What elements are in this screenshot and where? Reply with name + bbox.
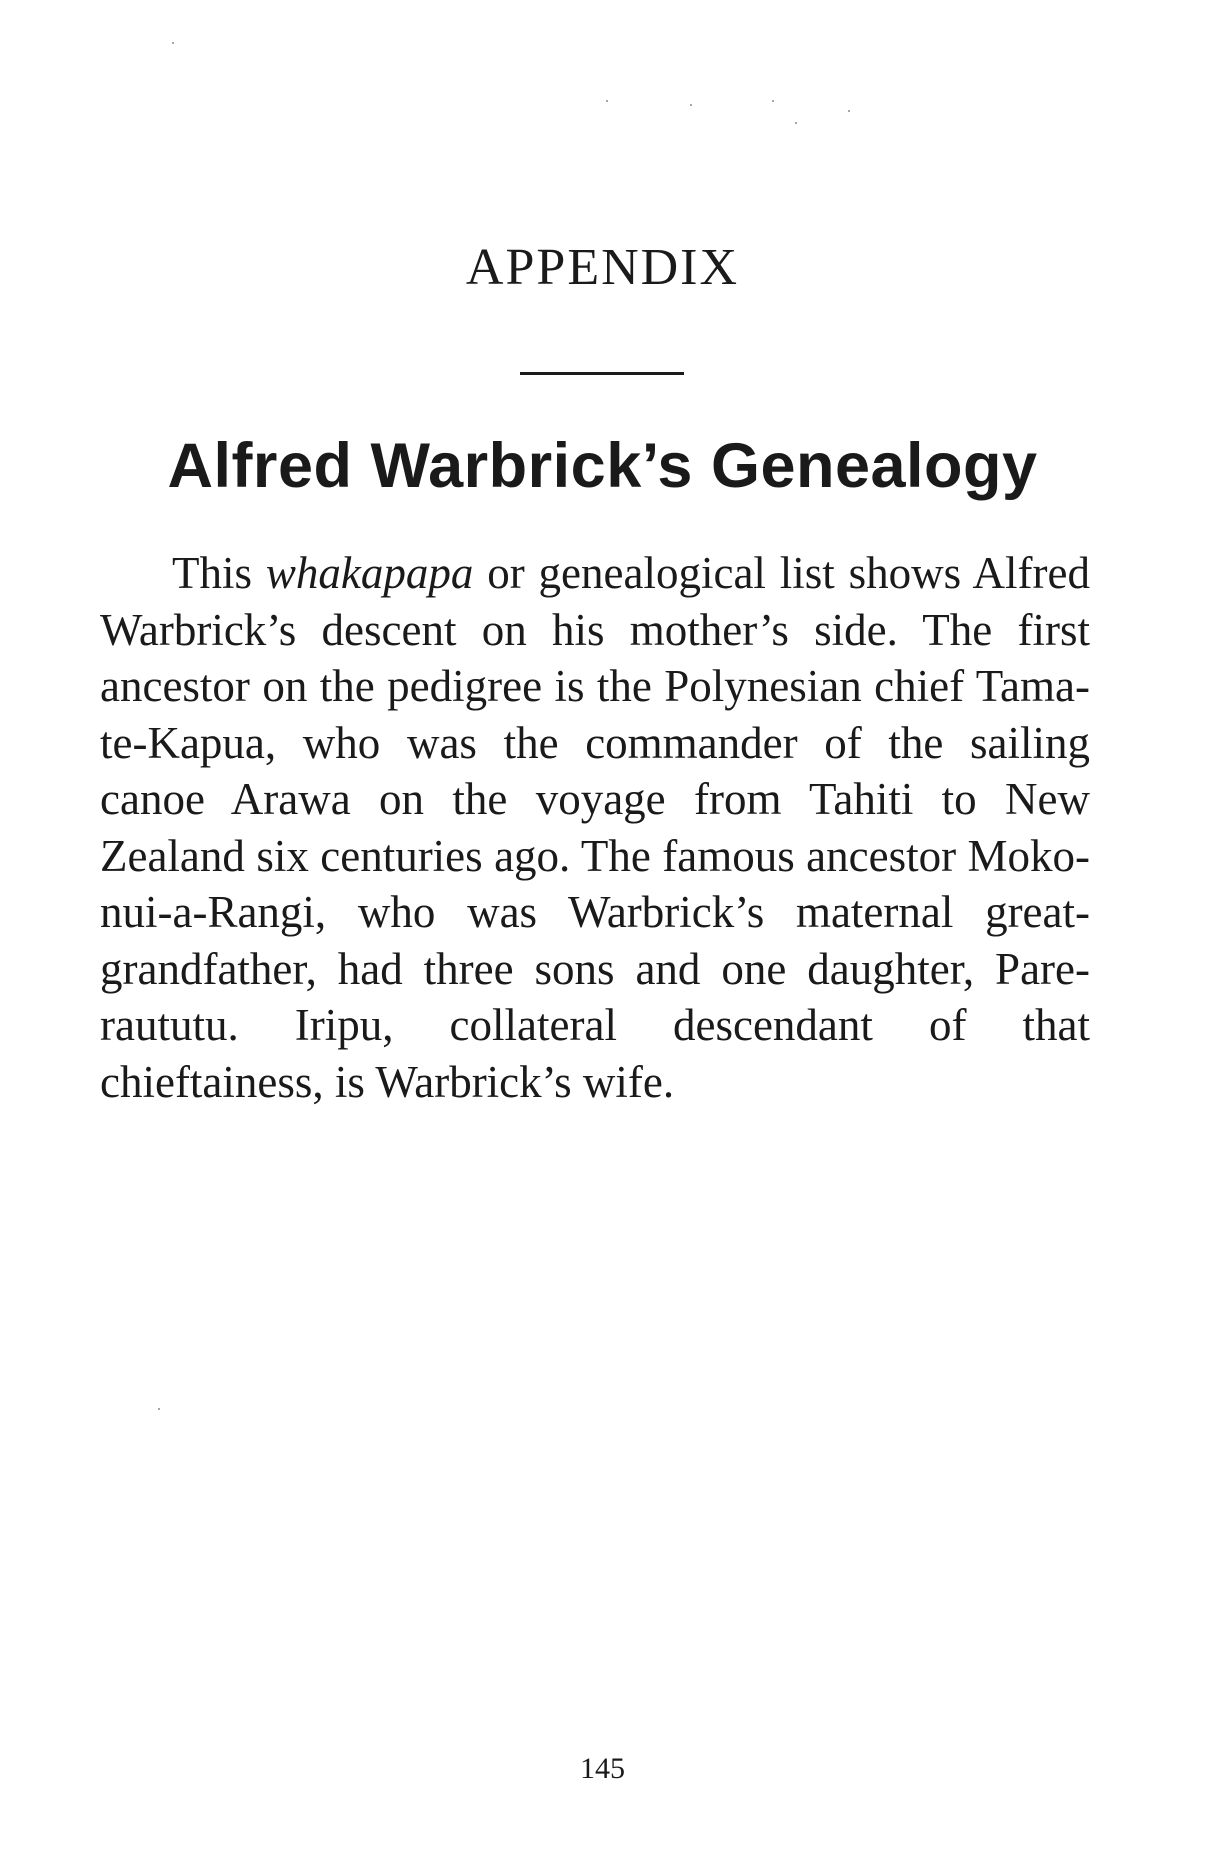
italic-term: whakapapa (265, 548, 474, 598)
paragraph-text: or genealogical list shows Alfred Warbrick’s descent on his mother’s side. The first ancestor on the pedigree is the Polynesian chief Tama-te-Kapua, who was the commander of the sailing canoe Arawa on the voyage from Tahiti to New Zealand six centuries ago. The famous ancestor Moko-nui-a-Rangi, who was Warbrick’s maternal great-grandfather, had three sons and one daughter, Pare-raututu. Iripu, collateral descendant of that chieftainess, is Warbrick’s wife. (100, 548, 1090, 1107)
paper-speck (158, 1408, 160, 1410)
body-paragraph (100, 545, 1090, 1110)
paper-speck (172, 42, 174, 44)
paper-speck (795, 122, 797, 124)
paper-speck (848, 110, 850, 112)
paper-speck (690, 104, 692, 106)
paper-speck (772, 100, 774, 102)
chapter-title: Alfred Warbrick’s Genealogy (167, 431, 1038, 501)
paper-speck (606, 100, 608, 102)
title-divider (520, 372, 684, 375)
page-number: 145 (580, 1752, 625, 1785)
section-label: APPENDIX (465, 239, 740, 296)
paragraph-lead: This (172, 548, 266, 598)
